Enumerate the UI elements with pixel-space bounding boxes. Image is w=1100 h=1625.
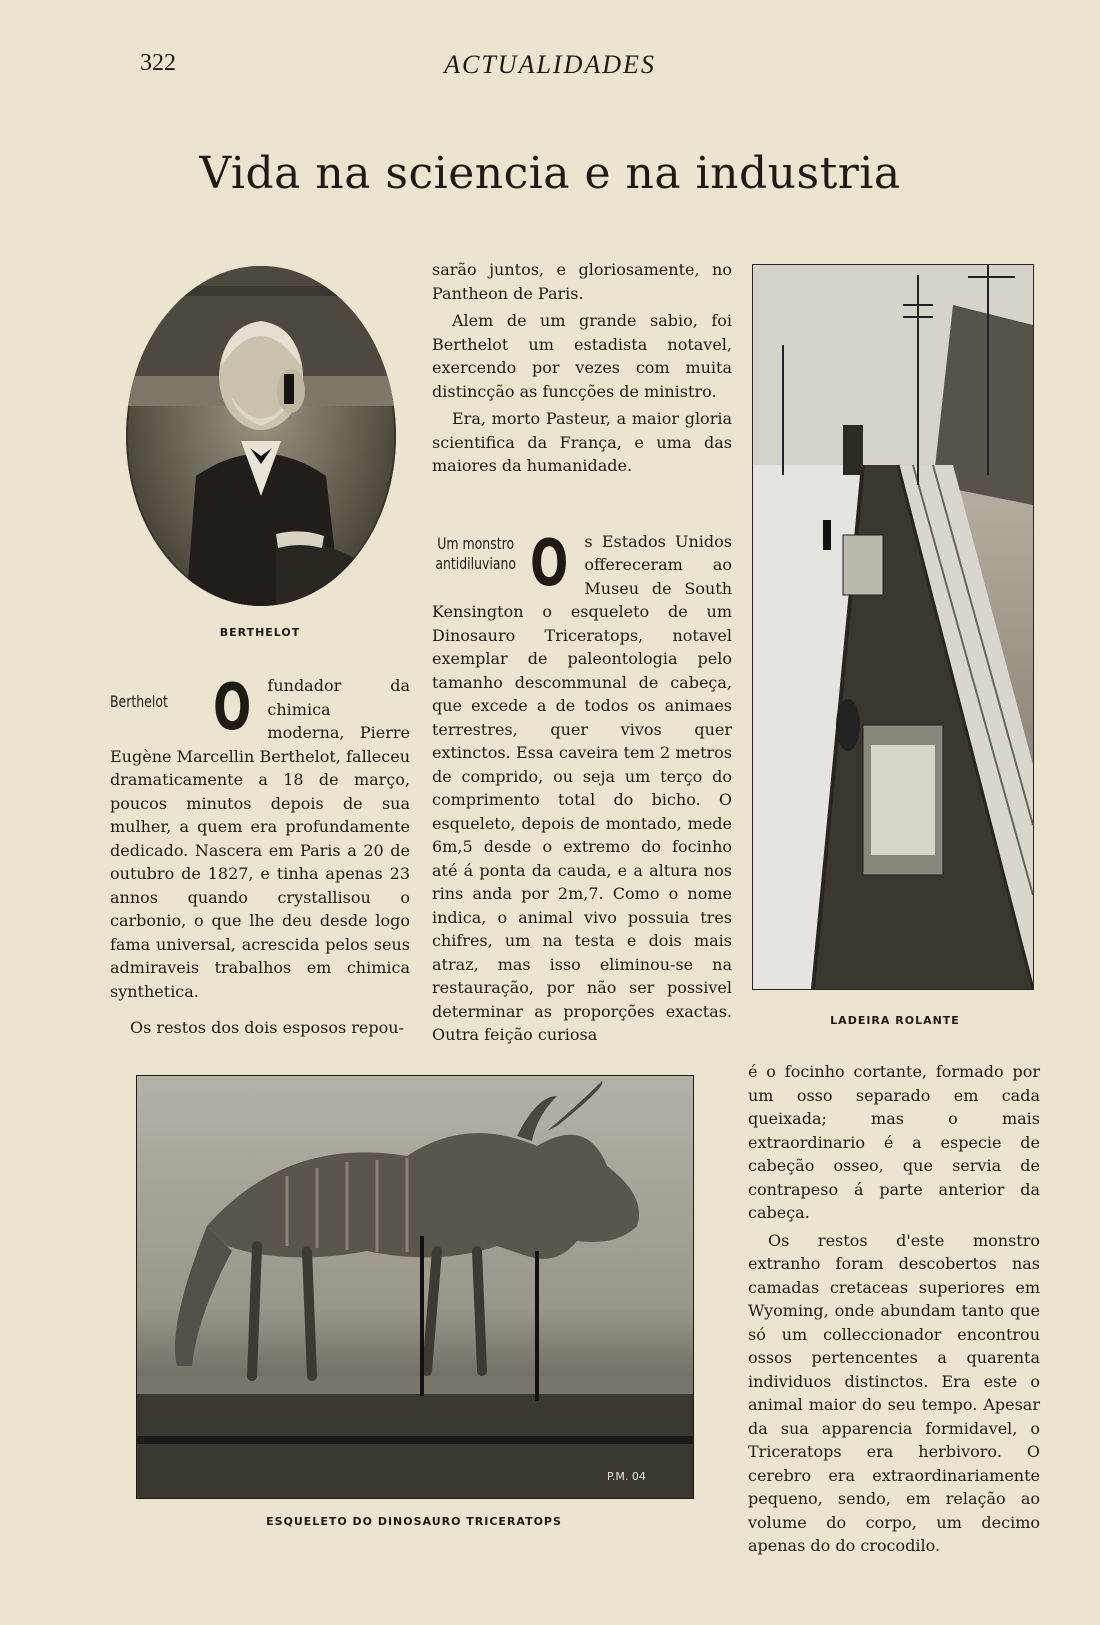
col3-paragraph-1: é o focinho cortante, formado por um osso separado em cada queixada; mas o mais extraordinario é a especie de cabeção osseo, que servia de contrapeso á parte anterior da cabeça. <box>748 1062 1040 1222</box>
berthelot-side-label: Berthelot <box>110 692 168 711</box>
triceratops-caption: ESQUELETO DO DINOSAURO TRICERATOPS <box>266 1515 562 1528</box>
col3-paragraph-2: Os restos d'este monstro extranho foram descobertos nas camadas cretaceas superiores em Wyoming, onde abundam tanto que só um colleccionador encontrou ossos pertencentes a quarenta individuos distinctos. Era este o animal maior do seu tempo. Apesar da sua apparencia formidavel, o Triceratops era herbivoro. O cerebro era extraordinariamente pequeno, sendo, em relação ao volume do corpo, um decimo apenas do do crocodilo. <box>748 1230 1040 1555</box>
col2-paragraph-1: sarão juntos, e gloriosamente, no Pantheon de Paris. <box>432 260 732 303</box>
column-1 <box>110 671 410 1001</box>
running-title: ACTUALIDADES <box>444 50 656 79</box>
portrait-caption: BERTHELOT <box>219 626 301 639</box>
article-title: Vida na sciencia e na industria <box>199 148 901 199</box>
col2-paragraph-2: Alem de um grande sabio, foi Berthelot um estadista notavel, exercendo por vezes com muita distincção as funcções de ministro. <box>432 311 732 401</box>
column-3 <box>748 1060 1040 1562</box>
berthelot-lead-block <box>110 671 410 1001</box>
berthelot-paragraph-2: Os restos dos dois esposos repou- <box>130 1018 404 1037</box>
monstro-side-label <box>432 534 519 574</box>
monstro-label-line-1: Um monstro <box>437 533 515 553</box>
ladeira-caption: LADEIRA ROLANTE <box>830 1014 960 1027</box>
triceratops-photo <box>136 1075 694 1499</box>
portrait-illustration <box>126 266 396 606</box>
monstro-block <box>432 526 732 1047</box>
berthelot-paragraph-1: fundador da chimica moderna, Pierre Eugène Marcellin Berthelot, falleceu dramaticamente a 18 de março, poucos minutos depois de sua mulher, a quem era profundamente dedicado. Nascera em Paris a 20 de outubro de 1827, e tinha apenas 23 annos quando crystallisou o carbonio, o que lhe deu desde logo fama universal, acrescida pelos seus admiraveis trabalhos em chimica synthetica. <box>110 676 410 1001</box>
column-2 <box>432 258 732 1047</box>
page-number: 322 <box>140 50 176 76</box>
berthelot-dropcap: O <box>213 671 252 745</box>
monstro-dropcap: O <box>530 526 569 601</box>
monstro-paragraph: s Estados Unidos offereceram ao Museu de South Kensington o esqueleto de um Dinosauro Triceratops, notavel exemplar de paleontologia pelo tamanho descommunal de cabeça, que excede a de todos os animaes terrestres, quer vivos quer extinctos. Essa caveira tem 2 metros de comprido, ou seja um terço do comprimento total do bicho. O esqueleto, depois de montado, mede 6m,5 desde o extremo do focinho até á ponta da cauda, e a altura nos rins anda por 2m,7. Como o nome indica, o animal vivo possuia tres chifres, um na testa e dois mais atraz, mas isso eliminou-se na restauração, por não ser possivel determinar as proporções exactas. Outra feição curiosa <box>432 531 732 1044</box>
col2-paragraph-3: Era, morto Pasteur, a maior gloria scientifica da França, e uma das maiores da humanidade. <box>432 409 732 475</box>
dino-signature: P.M. 04 <box>607 1470 646 1483</box>
monstro-label-line-2: antidiluviano <box>435 553 517 573</box>
berthelot-portrait <box>126 266 396 606</box>
ladeira-illustration <box>753 265 1033 989</box>
ladeira-rolante-photo <box>752 264 1034 990</box>
column-1-continuation <box>110 1016 410 1044</box>
triceratops-illustration <box>137 1076 693 1498</box>
